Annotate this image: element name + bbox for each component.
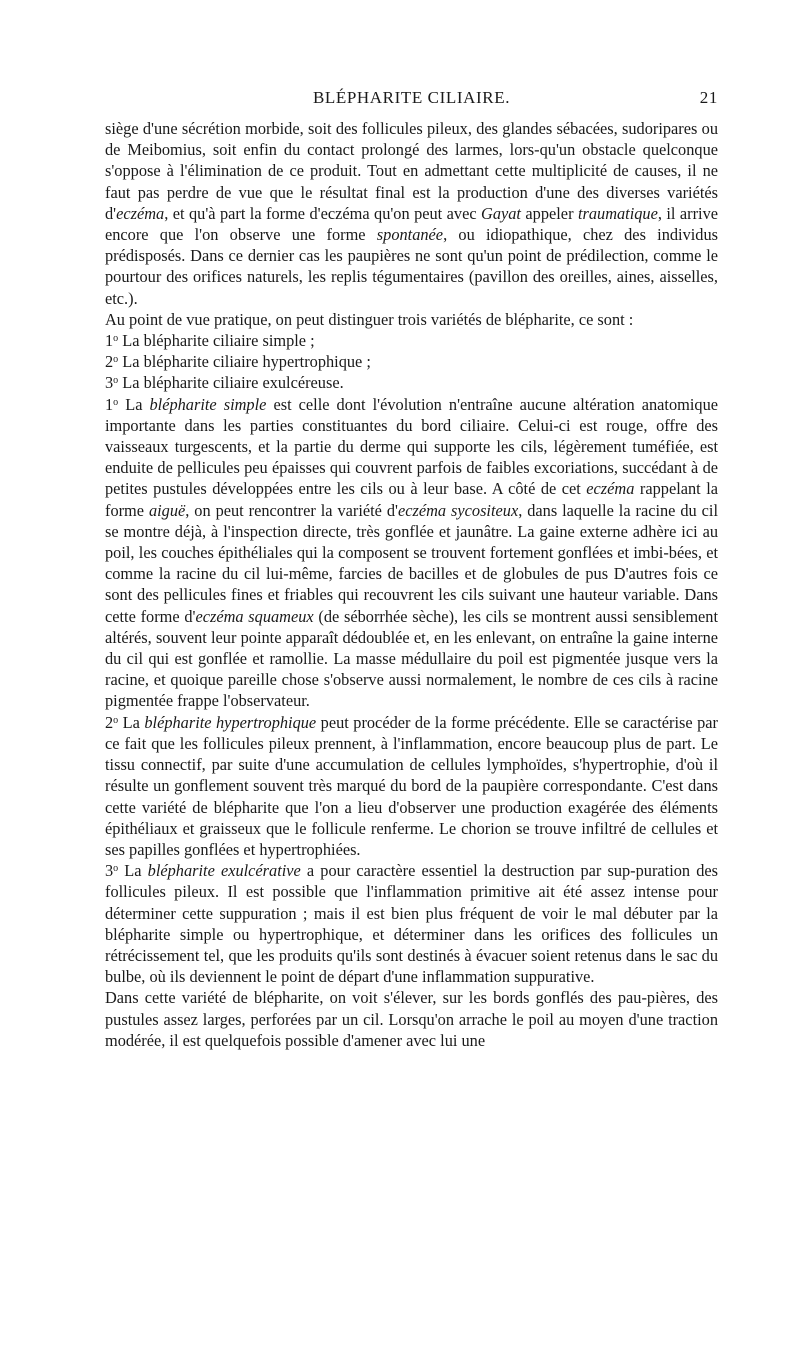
text-run: 3: [105, 373, 114, 393]
body-text: [105, 118, 718, 1051]
text-run: (de séborrhée sèche), les cils se montrent aussi sensiblement altérés, souvent leur pointe apparaît dédoublée et, en les enlevant, on entraîne la gaine interne du cil qui est gonflée et ramollie. La masse médullaire du poil est pigmentée jusque vers la racine, et quoique pareille chose s'observe aussi normalement, le nombre de ces cils à racine pigmentée frappe l'observateur.: [105, 606, 719, 711]
italic-term: eczéma: [586, 479, 635, 499]
text-run: 1: [105, 394, 114, 414]
italic-term: Gayat: [481, 203, 521, 223]
ordinal-superscript: o: [113, 354, 119, 366]
ordinal-superscript: o: [113, 375, 119, 387]
paragraph-simple-blepharitis: [105, 394, 718, 712]
list-item-simple: [105, 330, 718, 351]
ordinal-superscript: o: [113, 333, 119, 345]
text-run: appeler: [520, 203, 578, 223]
italic-term: eczéma squameux: [195, 606, 314, 626]
paragraph-intro: [105, 118, 718, 309]
text-run: La: [118, 861, 148, 881]
list-item-exulcerative: [105, 372, 718, 393]
text-run: , on peut rencontrer la variété d': [185, 500, 398, 520]
text-run: , dans laquelle la racine du cil se montre déjà, à l'inspection directe, très gonflée et jaunâtre. La gaine externe adhère ici au poil, les couches épithéliales qui la composent se trouvent fortement gonflées et imbi-bées, et comme la racine du cil lui-même, farcies de bacilles et de globules de pus D'autres fois ce sont des pellicules fines et friables qui recouvrent les cils suivant une hauteur variable. Dans cette forme d': [105, 500, 718, 626]
paragraph-hypertrophic-blepharitis: [105, 712, 718, 860]
text-run: rappelant la forme: [105, 479, 718, 520]
text-run: 2: [105, 352, 114, 372]
text-run: La blépharite ciliaire simple ;: [118, 331, 315, 351]
text-run: a pour caractère essentiel la destruction par sup-puration des follicules pileux. Il est possible que l'inflammation primitive ait été assez intense pour déterminer cette suppuration ; mais il est bien plus fréquent de voir le mal débuter par la blépharite simple ou hypertrophique, et déterminer dans les orifices des follicules un rétrécissement tel, que les produits qu'ils sont destinés à évacuer soient retenus dans le sac du bulbe, où ils deviennent le point de départ d'une inflammation suppurative.: [105, 861, 718, 987]
list-item-hypertrophic: [105, 351, 718, 372]
text-run: La blépharite ciliaire exulcéreuse.: [118, 373, 344, 393]
text-run: La: [118, 712, 145, 732]
text-run: 1: [105, 331, 114, 351]
text-run: Au point de vue pratique, on peut distinguer trois variétés de blépharite, ce sont :: [105, 309, 634, 329]
italic-term: blépharite exulcérative: [147, 861, 301, 881]
text-run: peut procéder de la forme précédente. Elle se caractérise par ce fait que les follicules pileux prennent, à l'inflammation, encore beaucoup plus de part. Le tissu connectif, par suite d'une accumulation de cellules lymphoïdes, s'hypertrophie, d'où il résulte un gonflement souvent très marqué du bord de la paupière correspondante. C'est dans cette variété de blépharite que l'on a lieu d'observer une production exagérée des éléments épithéliaux et graisseux que le follicule renferme. Le chorion se trouve infiltré de cellules et ses papilles gonflées et hypertrophiées.: [105, 712, 718, 859]
ordinal-superscript: o: [113, 863, 119, 875]
text-run: siège d'une sécrétion morbide, soit des follicules pileux, des glandes sébacées, sudoripares ou de Meibomius, soit enfin du contact prolongé des larmes, lors-qu'un obstacle quelconque s'oppose à l'élimination de ce produit. Tout en admettant cette multiplicité de causes, il ne faut pas perdre de vue que le résultat final est la production d'une des diverses variétés d': [105, 119, 718, 223]
page-number: 21: [699, 88, 718, 107]
paragraph-exulcerative-blepharitis: [105, 860, 718, 987]
italic-term: blépharite simple: [149, 394, 267, 414]
text-run: , et qu'à part la forme d'eczéma qu'on peut avec: [164, 203, 482, 223]
running-title: BLÉPHARITE CILIAIRE.: [312, 88, 511, 107]
text-run: La: [118, 394, 150, 414]
italic-term: aiguë: [148, 500, 186, 520]
ordinal-superscript: o: [113, 396, 119, 408]
paragraph-varieties-lead: [105, 309, 718, 330]
italic-term: blépharite hypertrophique: [144, 712, 317, 732]
text-run: est celle dont l'évolution n'entraîne aucune altération anatomique importante dans les parties constituantes du bord ciliaire. Celui-ci est rouge, offre des vaisseaux turgescents, et la partie du derme qui supporte les cils, légèrement tuméfiée, est enduite de pellicules peu épaisses qui couvrent parfois de faibles excoriations, succédant à de petites pustules développées entre les cils ou à leur base. A côté de cet: [105, 394, 719, 499]
running-header: [105, 88, 718, 118]
ordinal-superscript: o: [113, 714, 119, 726]
paragraph-pustules: [105, 987, 718, 1051]
italic-term: eczéma: [116, 203, 165, 223]
italic-term: eczéma sycositeux: [398, 500, 519, 520]
text-run: Dans cette variété de blépharite, on voit s'élever, sur les bords gonflés des pau-pières, des pustules assez larges, perforées par un cil. Lorsqu'on arrache le poil au moyen d'une traction modérée, il est quelquefois possible d'amener avec lui une: [105, 988, 718, 1050]
text-run: , il arrive encore que l'on observe une forme: [105, 203, 718, 245]
text-run: 3: [105, 861, 114, 881]
italic-term: spontanée: [376, 225, 444, 245]
italic-term: traumatique: [577, 203, 658, 223]
text-run: , ou idiopathique, chez des individus prédisposés. Dans ce dernier cas les paupières ne sont qu'un point de prédilection, comme le pourtour des orifices naturels, les replis tégumentaires (pavillon des oreilles, aines, aisselles, etc.).: [105, 225, 718, 308]
text-run: La blépharite ciliaire hypertrophique ;: [118, 352, 371, 372]
text-run: 2: [105, 712, 114, 732]
